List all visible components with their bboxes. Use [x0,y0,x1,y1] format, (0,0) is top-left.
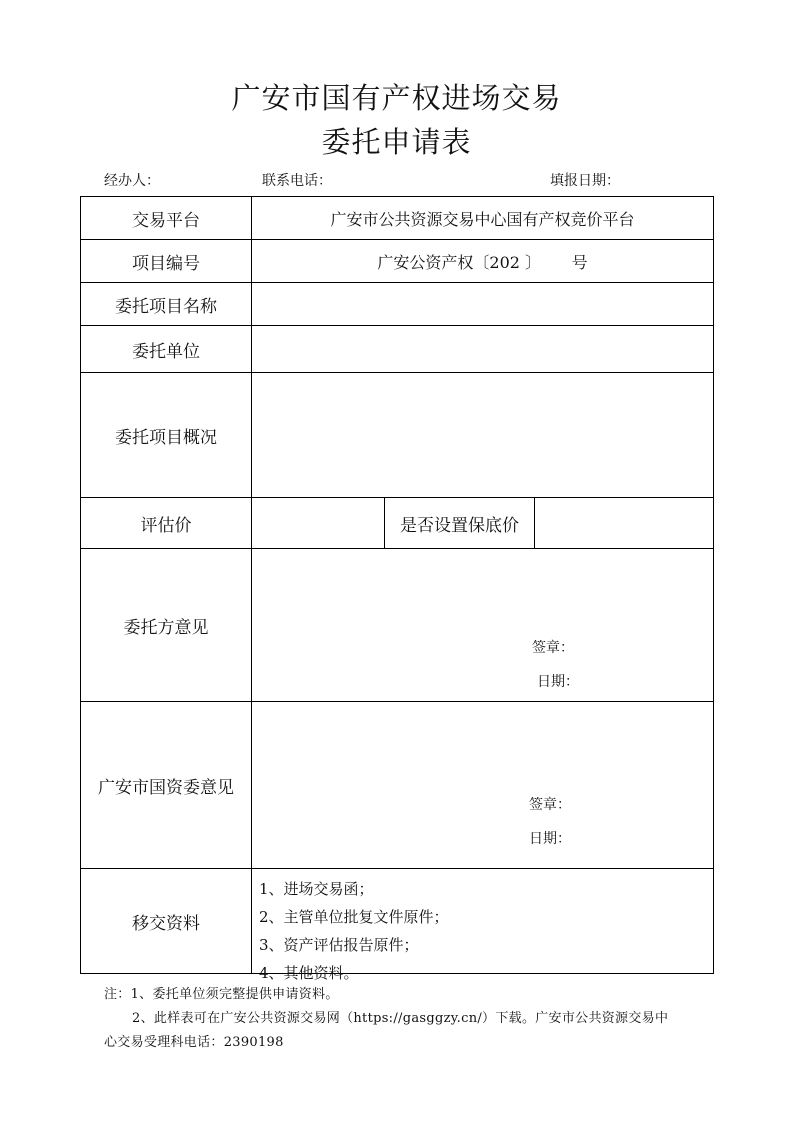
materials-list [259,875,449,987]
valuation-field[interactable] [252,498,384,548]
trading-platform-label: 交易平台 [81,197,252,239]
row-commission-opinion [81,702,713,869]
project-name-label: 委托项目名称 [81,283,252,325]
reserve-price-label: 是否设置保底价 [384,498,535,548]
reserve-price-field[interactable] [535,498,713,548]
row-project-number [81,240,713,283]
commission-opinion-field[interactable] [252,702,713,868]
project-number-label: 项目编号 [81,240,252,282]
handler-label: 经办人： [104,173,160,189]
materials-item: 2、主管单位批复文件原件； [259,908,449,926]
fill-date-label: 填报日期： [550,173,620,189]
project-name-field[interactable] [252,283,713,325]
row-materials [81,869,713,982]
row-valuation [81,498,713,549]
materials-item: 3、资产评估报告原件； [259,936,419,954]
form-title-line2: 委托申请表 [321,125,472,159]
phone-label: 联系电话： [262,173,332,189]
client-date-label: 日期： [537,674,579,690]
materials-label: 移交资料 [81,869,252,973]
form-title-line1: 广安市国有产权进场交易 [231,81,562,115]
project-overview-field[interactable] [252,373,713,497]
note-line-3: 心交易受理科电话：2390198 [104,1035,284,1050]
client-opinion-field[interactable] [252,549,713,701]
commission-seal-label: 签章： [529,797,571,813]
note-line-1: 注：1、委托单位须完整提供申请资料。 [104,987,339,1002]
row-entrusting-unit [81,326,713,373]
row-project-overview [81,373,713,498]
row-trading-platform [81,197,713,240]
commission-date-label: 日期： [529,831,571,847]
note-line-2: 2、此样表可在广安公共资源交易网（https://gasggzy.cn/）下载。广安市公共资源交易中 [132,1011,669,1026]
project-number-value: 广安公资产权〔202 〕 号 [377,252,588,272]
row-project-name [81,283,713,326]
commission-opinion-label: 广安市国资委意见 [81,702,252,868]
client-seal-label: 签章： [532,640,574,656]
row-client-opinion [81,549,713,702]
application-form-table [80,196,714,982]
materials-item: 4、其他资料。 [259,964,359,982]
entrusting-unit-field[interactable] [252,326,713,372]
valuation-label: 评估价 [81,498,252,548]
client-opinion-label: 委托方意见 [81,549,252,701]
trading-platform-value: 广安市公共资源交易中心国有产权竞价平台 [330,209,635,229]
project-overview-label: 委托项目概况 [81,373,252,497]
materials-item: 1、进场交易函； [259,880,374,898]
entrusting-unit-label: 委托单位 [81,326,252,372]
